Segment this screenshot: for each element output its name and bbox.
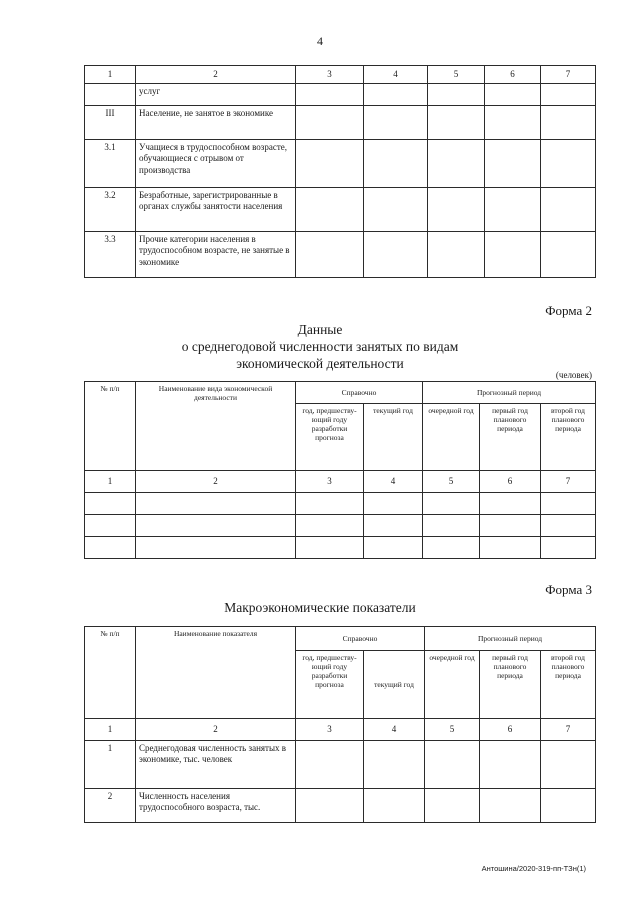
col-number: 6	[480, 471, 541, 493]
row-name: Учащиеся в трудоспособном возрасте, обучающиеся с отрывом от производства	[136, 140, 296, 188]
row-name: Прочие категории населения в трудоспособном возрасте, не занятые в экономике	[136, 232, 296, 278]
table-row	[85, 106, 596, 140]
table-row	[85, 493, 596, 515]
table-row	[85, 741, 596, 789]
col-number: 4	[364, 66, 428, 84]
row-number: 2	[85, 789, 136, 823]
row-number: 3.1	[85, 140, 136, 188]
row-name: услуг	[136, 84, 296, 106]
table-row	[85, 789, 596, 823]
form2-title-line2: о среднегодовой численности занятых по видам	[181, 339, 459, 354]
col-number: 7	[541, 471, 596, 493]
col-number: 4	[364, 719, 425, 741]
form3-title: Макроэкономические показатели	[224, 600, 416, 615]
row-number: III	[85, 106, 136, 140]
header-prev-year: год, предшеству-ющий году разработки прогноза	[296, 404, 364, 471]
table-row	[85, 84, 596, 106]
form2-label: Форма 2	[545, 303, 592, 318]
column-number-row	[85, 66, 596, 84]
col-number: 3	[296, 471, 364, 493]
header-current-year: текущий год	[364, 651, 425, 719]
form2-title-line1: Данные	[297, 322, 343, 337]
header-name: Наименование показателя	[136, 627, 296, 719]
col-number: 1	[85, 719, 136, 741]
form3-label: Форма 3	[545, 582, 592, 597]
header-prev-year: год, предшеству-ющий году разработки прогноза	[296, 651, 364, 719]
header-reference: Справочно	[296, 627, 425, 651]
row-name: Безработные, зарегистрированные в органах службы занятости населения	[136, 188, 296, 232]
row-number: 3.3	[85, 232, 136, 278]
row-number: 1	[85, 741, 136, 789]
header-reference: Справочно	[296, 382, 423, 404]
col-number: 5	[428, 66, 485, 84]
table-row	[85, 188, 596, 232]
table-row	[85, 537, 596, 559]
row-name: Численность населения трудоспособного возраста, тыс.	[136, 789, 296, 823]
col-number: 3	[296, 719, 364, 741]
row-number	[85, 84, 136, 106]
header-forecast: Прогнозный период	[423, 382, 596, 404]
table-row	[85, 232, 596, 278]
column-number-row	[85, 719, 596, 741]
col-number: 3	[296, 66, 364, 84]
col-number: 6	[485, 66, 541, 84]
header-current-year: текущий год	[364, 404, 423, 471]
col-number: 7	[541, 66, 596, 84]
col-number: 1	[85, 471, 136, 493]
col-number: 5	[423, 471, 480, 493]
col-number: 6	[480, 719, 541, 741]
row-number: 3.2	[85, 188, 136, 232]
header-plan-year2: второй год планового периода	[541, 651, 596, 719]
table-row	[85, 140, 596, 188]
table-continuation	[84, 65, 596, 278]
col-number: 2	[136, 471, 296, 493]
header-num: № п/п	[85, 382, 136, 471]
form3-table	[84, 626, 596, 823]
table-row	[85, 515, 596, 537]
col-number: 4	[364, 471, 423, 493]
page-number: 4	[317, 34, 323, 48]
header-next-year: очередной год	[425, 651, 480, 719]
row-name: Среднегодовая численность занятых в экономике, тыс. человек	[136, 741, 296, 789]
header-next-year: очередной год	[423, 404, 480, 471]
col-number: 2	[136, 66, 296, 84]
header-plan-year1: первый год планового периода	[480, 404, 541, 471]
header-name: Наименование вида экономической деятельности	[136, 382, 296, 471]
header-forecast: Прогнозный период	[425, 627, 596, 651]
form2-title-line3: экономической деятельности	[236, 356, 404, 371]
form2-table	[84, 381, 596, 559]
unit-label: (человек)	[555, 370, 592, 380]
col-number: 1	[85, 66, 136, 84]
col-number: 2	[136, 719, 296, 741]
header-plan-year2: второй год планового периода	[541, 404, 596, 471]
column-number-row	[85, 471, 596, 493]
row-name: Население, не занятое в экономике	[136, 106, 296, 140]
header-num: № п/п	[85, 627, 136, 719]
col-number: 5	[425, 719, 480, 741]
header-plan-year1: первый год планового периода	[480, 651, 541, 719]
footer-doc-code: Антошина/2020-319-пп-ТЗн(1)	[481, 864, 586, 873]
col-number: 7	[541, 719, 596, 741]
